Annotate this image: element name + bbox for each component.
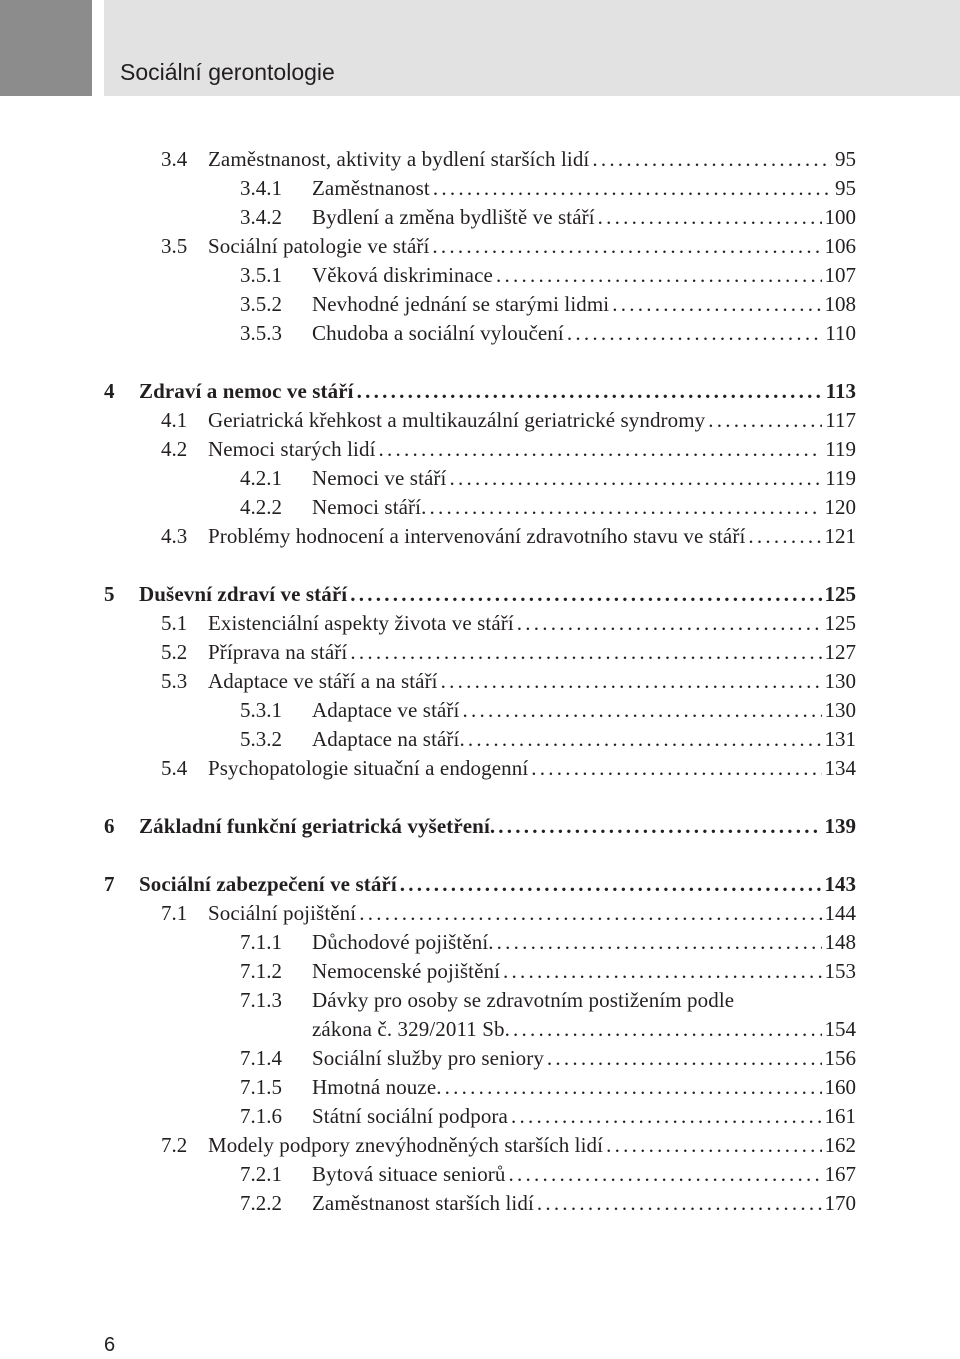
toc-entry-title	[208, 406, 856, 435]
toc-entry-title	[312, 261, 856, 290]
toc-entry-number: 3.5.1	[240, 263, 282, 287]
toc-entry[interactable]	[0, 319, 960, 348]
toc-entry-page: 144	[822, 899, 857, 928]
toc-entry-title	[312, 1044, 856, 1073]
toc-entry-page: 119	[822, 435, 856, 464]
toc-entry[interactable]	[0, 203, 960, 232]
toc-entry-title-text: Nemoci starých lidí	[208, 437, 379, 461]
toc-entry-title	[139, 812, 856, 841]
toc-entry[interactable]	[0, 145, 960, 174]
toc-entry-page: 125	[822, 580, 857, 609]
toc-entry-page: 130	[822, 696, 857, 725]
toc-entry-title	[139, 580, 856, 609]
toc-entry-title	[208, 638, 856, 667]
toc-entry[interactable]	[0, 1102, 960, 1131]
page-number: 6	[104, 1334, 116, 1356]
toc-entry-number: 5.2	[161, 640, 188, 664]
toc-entry-title	[139, 377, 856, 406]
toc-entry-title-text: Nevhodné jednání se starými lidmi	[312, 292, 612, 316]
toc-entry-title-text: Sociální patologie ve stáří	[208, 234, 432, 258]
toc-entry-page: 160	[822, 1073, 857, 1102]
toc-entry-number: 7.1.6	[240, 1104, 282, 1128]
toc-entry[interactable]	[0, 464, 960, 493]
toc-entry-title	[312, 725, 856, 754]
toc-entry-title-text: Existenciální aspekty života ve stáří	[208, 611, 517, 635]
toc-entry-title-text: Problémy hodnocení a intervenování zdravotního stavu ve stáří	[208, 524, 748, 548]
toc-entry-number: 7.1.3	[240, 988, 282, 1012]
toc-entry-title-text: zákona č. 329/2011 Sb.	[312, 1017, 513, 1041]
toc-entry-title-text: Zaměstnanost, aktivity a bydlení starších lidí	[208, 147, 592, 171]
toc-entry-page: 139	[822, 812, 857, 841]
toc-entry-title	[312, 1073, 856, 1102]
toc-entry[interactable]	[0, 957, 960, 986]
toc-entry-title-text: Zaměstnanost	[312, 176, 433, 200]
toc-entry[interactable]	[0, 928, 960, 957]
toc-entry[interactable]	[0, 638, 960, 667]
toc-entry-title-text: Zdraví a nemoc ve stáří	[139, 379, 357, 403]
toc-entry-title	[312, 1160, 856, 1189]
toc-entry-page: 148	[822, 928, 857, 957]
toc-entry-number: 4.2	[161, 437, 188, 461]
toc-entry-number: 3.5	[161, 234, 188, 258]
toc-entry-title	[312, 174, 856, 203]
toc-entry-title	[312, 986, 856, 1015]
toc-entry-title	[208, 754, 856, 783]
toc-entry-number: 5.1	[161, 611, 188, 635]
toc-entry[interactable]	[0, 1131, 960, 1160]
toc-entry[interactable]	[0, 1073, 960, 1102]
toc-entry-page: 130	[822, 667, 857, 696]
toc-entry-title	[312, 928, 856, 957]
toc-entry-title-text: Hmotná nouze.	[312, 1075, 445, 1099]
toc-entry-page: 131	[822, 725, 857, 754]
toc-entry-page: 120	[822, 493, 857, 522]
toc-entry-title	[208, 1131, 856, 1160]
toc-entry-page: 167	[822, 1160, 857, 1189]
toc-entry-title	[139, 870, 856, 899]
toc-entry-title	[208, 609, 856, 638]
toc-entry-number: 5.3.2	[240, 727, 282, 751]
toc-entry-title-text: Bydlení a změna bydliště ve stáří	[312, 205, 598, 229]
toc-entry-title-text: Psychopatologie situační a endogenní	[208, 756, 531, 780]
toc-entry-page: 161	[822, 1102, 857, 1131]
toc-entry-page: 127	[822, 638, 857, 667]
toc-entry-number: 3.4.1	[240, 176, 282, 200]
toc-entry-number: 4.3	[161, 524, 188, 548]
toc-entry-number: 7.1.4	[240, 1046, 282, 1070]
toc-chapter-entry[interactable]	[0, 377, 960, 406]
toc-entry[interactable]	[0, 1189, 960, 1218]
toc-entry[interactable]	[0, 493, 960, 522]
toc-entry[interactable]	[0, 1160, 960, 1189]
toc-entry-number: 3.4	[161, 147, 188, 171]
toc-entry-title-text: Státní sociální podpora	[312, 1104, 511, 1128]
toc-entry-title	[208, 435, 856, 464]
toc-entry-title-text: Bytová situace seniorů	[312, 1162, 509, 1186]
toc-entry[interactable]	[0, 435, 960, 464]
toc-entry[interactable]	[0, 667, 960, 696]
toc-entry-page: 143	[822, 870, 857, 899]
toc-entry[interactable]	[0, 609, 960, 638]
toc-entry-title-text: Sociální zabezpečení ve stáří	[139, 872, 400, 896]
toc-entry-number: 4	[104, 379, 115, 403]
toc-entry-page: 125	[822, 609, 857, 638]
toc-entry[interactable]	[0, 986, 960, 1015]
toc-entry-title-text: Nemoci stáří.	[312, 495, 429, 519]
toc-entry-number: 7.2	[161, 1133, 188, 1157]
toc-entry-title-text: Adaptace na stáří.	[312, 727, 468, 751]
toc-entry-number: 7.2.2	[240, 1191, 282, 1215]
toc-entry-page: 100	[822, 203, 857, 232]
toc-entry-title-text: Nemocenské pojištění	[312, 959, 503, 983]
toc-entry[interactable]	[0, 522, 960, 551]
toc-entry-number: 7.1.5	[240, 1075, 282, 1099]
toc-entry-title-text: Příprava na stáří	[208, 640, 350, 664]
toc-entry[interactable]	[0, 232, 960, 261]
toc-entry-title-text: Duševní zdraví ve stáří	[139, 582, 350, 606]
toc-entry-title	[208, 145, 856, 174]
toc-entry-title	[312, 464, 856, 493]
toc-entry-title	[312, 493, 856, 522]
toc-entry-title-text: Nemoci ve stáří	[312, 466, 449, 490]
toc-entry-title-text: Sociální služby pro seniory	[312, 1046, 547, 1070]
toc-entry-page: 170	[822, 1189, 857, 1218]
toc-entry-page: 153	[822, 957, 857, 986]
toc-chapter-entry[interactable]	[0, 870, 960, 899]
toc-entry-title	[208, 522, 856, 551]
toc-entry[interactable]	[0, 406, 960, 435]
toc-entry-page: 134	[822, 754, 857, 783]
toc-entry-title	[312, 1189, 856, 1218]
toc-entry-page: 113	[823, 377, 856, 406]
toc-entry-page: 117	[822, 406, 856, 435]
toc-entry[interactable]	[0, 290, 960, 319]
toc-entry-title-text: Zaměstnanost starších lidí	[312, 1191, 537, 1215]
toc-entry-title	[208, 667, 856, 696]
header-corner-block	[0, 0, 92, 96]
toc-entry-number: 3.5.2	[240, 292, 282, 316]
toc-entry-page: 107	[822, 261, 857, 290]
toc-entry-title-text: Základní funkční geriatrická vyšetření.	[139, 814, 498, 838]
toc-entry-number: 4.1	[161, 408, 188, 432]
toc-entry-title	[312, 957, 856, 986]
toc-entry-number: 5.4	[161, 756, 188, 780]
toc-entry-page: 119	[822, 464, 856, 493]
toc-entry-number: 4.2.2	[240, 495, 282, 519]
toc-entry[interactable]	[0, 174, 960, 203]
toc-entry[interactable]	[0, 754, 960, 783]
toc-entry-title	[312, 1102, 856, 1131]
toc-entry-number: 3.5.3	[240, 321, 282, 345]
toc-entry-title	[312, 319, 856, 348]
toc-entry-page: 154	[822, 1015, 857, 1044]
toc-chapter-entry[interactable]	[0, 580, 960, 609]
toc-entry-page: 106	[822, 232, 857, 261]
toc-entry-title-text: Geriatrická křehkost a multikauzální geriatrické syndromy	[208, 408, 708, 432]
toc-entry[interactable]	[0, 1015, 960, 1044]
toc-entry-number: 3.4.2	[240, 205, 282, 229]
toc-entry-title	[312, 696, 856, 725]
toc-entry[interactable]	[0, 1044, 960, 1073]
toc-entry-title	[312, 290, 856, 319]
toc-entry-page: 108	[822, 290, 857, 319]
toc-entry-number: 5.3.1	[240, 698, 282, 722]
toc-entry-number: 6	[104, 814, 115, 838]
toc-entry[interactable]	[0, 725, 960, 754]
toc-entry-page: 121	[822, 522, 857, 551]
toc-entry-title	[312, 203, 856, 232]
toc-entry-number: 7	[104, 872, 115, 896]
toc-entry-page: 162	[822, 1131, 857, 1160]
toc-entry-title-text: Věková diskriminace	[312, 263, 496, 287]
toc-entry-title-text: Adaptace ve stáří a na stáří	[208, 669, 441, 693]
toc-entry-number: 5	[104, 582, 115, 606]
toc-entry-number: 4.2.1	[240, 466, 282, 490]
toc-entry[interactable]	[0, 261, 960, 290]
toc-entry-title-text: Důchodové pojištění.	[312, 930, 497, 954]
toc-entry-number: 7.1.1	[240, 930, 282, 954]
toc-entry[interactable]	[0, 899, 960, 928]
toc-entry-number: 7.1	[161, 901, 188, 925]
toc-entry-title-text: Modely podpory znevýhodněných starších lidí	[208, 1133, 606, 1157]
toc-entry-number: 5.3	[161, 669, 188, 693]
book-title: Sociální gerontologie	[120, 59, 335, 85]
toc-entry-title	[312, 1015, 856, 1044]
toc-entry-title	[208, 232, 856, 261]
toc-entry-title-text: Chudoba a sociální vyloučení	[312, 321, 567, 345]
toc-entry-page: 156	[822, 1044, 857, 1073]
toc-entry-page: 110	[822, 319, 856, 348]
toc-chapter-entry[interactable]	[0, 812, 960, 841]
toc-entry-page: 95	[832, 174, 856, 203]
toc-entry-number: 7.1.2	[240, 959, 282, 983]
toc-entry-page: 95	[832, 145, 856, 174]
toc-entry-number: 7.2.1	[240, 1162, 282, 1186]
toc-entry-title-text: Adaptace ve stáří	[312, 698, 462, 722]
toc-entry-title-text: Sociální pojištění	[208, 901, 359, 925]
toc-entry-title-text: Dávky pro osoby se zdravotním postižením podle	[312, 988, 737, 1012]
toc-entry-title	[208, 899, 856, 928]
toc-entry[interactable]	[0, 696, 960, 725]
